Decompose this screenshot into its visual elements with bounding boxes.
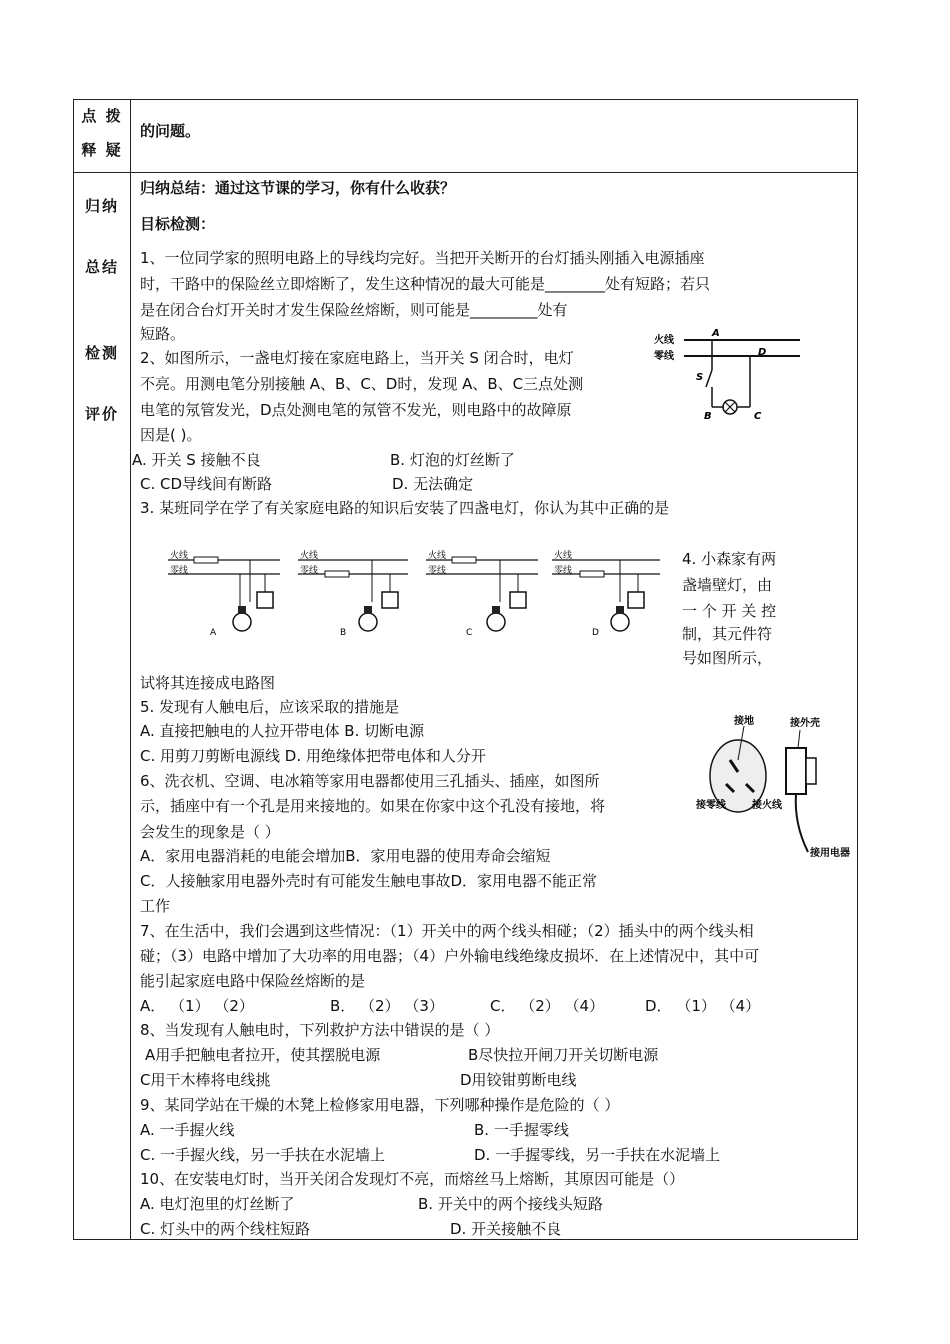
q2-option-d: D. 无法确定 [392,475,474,493]
lamp-option-a [168,549,280,638]
lamp-option-b [298,549,408,638]
lamp-b-neutral-label: 零线 [300,566,319,576]
q1-line2: 时，干路中的保险丝立即熔断了，发生这种情况的最大可能是________处有短路；若只 [140,275,711,293]
q2-option-b: B. 灯泡的灯丝断了 [390,451,515,469]
q4-line3: 一 个 开 关 控 [682,602,777,620]
q1-line3: 是在闭合台灯开关时才发生保险丝熔断，则可能是_________处有 [140,301,568,319]
circuit-live-label: 火线 [654,335,674,346]
q10-option-c: C. 灯头中的两个线柱短路 [140,1220,311,1238]
q9-option-b: B. 一手握零线 [474,1121,569,1139]
goal-heading: 目标检测： [140,215,216,233]
q2-line4: 因是( )。 [140,426,202,444]
q6-line2: 示，插座中有一个孔是用来接地的。如果在你家中这个孔没有接地，将 [140,797,606,815]
label-zongjie: 总结 [84,258,119,276]
q2-line2: 不亮。用测电笔分别接触 A、B、C、D时，发现 A、B、C三点处测 [140,375,584,393]
row-divider [73,172,858,173]
circuit-point-d: D [758,347,767,358]
lamp-d-neutral-label: 零线 [554,566,573,576]
lamp-c-neutral-label: 零线 [428,566,447,576]
label-dianbo: 点 拨 [81,107,123,125]
q10-option-d: D. 开关接触不良 [450,1220,562,1238]
lamp-a-letter: A [210,628,217,638]
lamp-b-live-label: 火线 [300,551,319,561]
circuit-neutral-label: 零线 [654,351,674,362]
q3-lamp-figures [160,540,660,650]
circuit-point-c: C [754,411,762,422]
q5-options-cd: C. 用剪刀剪断电源线 D. 用绝缘体把带电体和人分开 [140,747,486,765]
q6-socket-figure [686,704,856,864]
q5-options-ab: A. 直接把触电的人拉开带电体 B. 切断电源 [140,722,425,740]
socket-appliance-label: 接用电器 [810,848,850,859]
label-shiyi: 释 疑 [81,141,123,159]
q7-line2: 碰；（3）电路中增加了大功率的用电器；（4）户外输电线绝缘皮损坏．在上述情况中，其中可 [140,947,760,965]
q7-option-b: B． （2） （3） [330,997,444,1015]
lamp-option-d [552,549,660,638]
q9-line: 9、某同学站在干燥的木凳上检修家用电器，下列哪种操作是危险的（ ） [140,1096,620,1114]
q3-line: 3. 某班同学在学了有关家庭电路的知识后安装了四盏电灯，你认为其中正确的是 [140,499,670,517]
column-divider [130,99,131,1240]
q10-option-b: B. 开关中的两个接线头短路 [418,1195,603,1213]
line-prev-question: 的问题。 [140,122,201,140]
lamp-c-live-label: 火线 [428,551,447,561]
lamp-a-live-label: 火线 [170,551,189,561]
q2-option-c: C. CD导线间有断路 [140,475,273,493]
q8-option-a: A用手把触电者拉开，使其摆脱电源 [145,1046,381,1064]
socket-live-label: 接火线 [752,800,782,811]
q7-option-d: D． （1） （4） [645,997,761,1015]
q5-line: 5. 发现有人触电后，应该采取的措施是 [140,698,400,716]
q7-option-a: A． （1） （2） [140,997,254,1015]
q2-line3: 电笔的氖管发光，D点处测电笔的氖管不发光，则电路中的故障原 [140,401,572,419]
q2-option-a: A. 开关 S 接触不良 [132,451,261,469]
q8-option-d: D用铰钳剪断电线 [460,1071,577,1089]
q4-line6: 试将其连接成电路图 [140,674,276,692]
q1-line4: 短路。 [140,325,186,343]
q4-line2: 盏墙壁灯，由 [682,576,773,594]
q2-line1: 2、如图所示，一盏电灯接在家庭电路上，当开关 S 闭合时，电灯 [140,349,574,367]
q10-option-a: A. 电灯泡里的灯丝断了 [140,1195,295,1213]
q9-option-d: D. 一手握零线，另一手扶在水泥墙上 [474,1146,721,1164]
q4-line1: 4. 小森家有两 [682,550,777,568]
lamp-d-live-label: 火线 [554,551,573,561]
q8-option-b: B尽快拉开闸刀开关切断电源 [468,1046,659,1064]
q6-line3: 会发生的现象是（ ） [140,823,280,841]
label-pingjia: 评价 [84,405,119,423]
circuit-switch-s: S [696,372,704,383]
socket-neutral-label: 接零线 [696,800,726,811]
lamp-option-c [426,549,538,638]
q7-option-c: C． （2） （4） [490,997,605,1015]
q8-option-c: C用干木棒将电线挑 [140,1071,271,1089]
q1-line1: 1、一位同学家的照明电路上的导线均完好。当把开关断开的台灯插头刚插入电源插座 [140,249,705,267]
circuit-point-b: B [704,411,712,422]
lamp-d-letter: D [592,628,599,638]
label-jiance: 检测 [84,344,119,362]
q6-line1: 6、洗衣机、空调、电冰箱等家用电器都使用三孔插头、插座，如图所 [140,772,600,790]
q6-options-ab: A．家用电器消耗的电能会增加B．家用电器的使用寿命会缩短 [140,847,551,865]
socket-ground-label: 接地 [734,716,754,727]
q2-circuit-figure [650,325,810,425]
q8-line: 8、当发现有人触电时，下列救护方法中错误的是（ ） [140,1021,500,1039]
summary-prompt: 归纳总结：通过这节课的学习，你有什么收获？ [140,179,456,197]
q6-line-end: 工作 [140,897,171,915]
lamp-b-letter: B [340,628,347,638]
table-frame [73,99,858,1240]
q7-line3: 能引起家庭电路中保险丝熔断的是 [140,972,366,990]
lamp-c-letter: C [466,628,473,638]
lamp-a-neutral-label: 零线 [170,566,189,576]
q4-line5: 号如图所示， [682,649,773,667]
q6-options-cd: C．人接触家用电器外壳时有可能发生触电事故D．家用电器不能正常 [140,872,598,890]
q4-line4: 制，其元件符 [682,625,773,643]
label-guina: 归纳 [84,197,119,215]
socket-case-label: 接外壳 [790,718,820,729]
q9-option-a: A. 一手握火线 [140,1121,235,1139]
circuit-point-a: A [712,328,720,339]
q9-option-c: C. 一手握火线，另一手扶在水泥墙上 [140,1146,386,1164]
q7-line1: 7、在生活中，我们会遇到这些情况：（1）开关中的两个线头相碰；（2）插头中的两个线头相 [140,922,754,940]
q10-line: 10、在安装电灯时，当开关闭合发现灯不亮，而熔丝马上熔断，其原因可能是（） [140,1170,685,1188]
